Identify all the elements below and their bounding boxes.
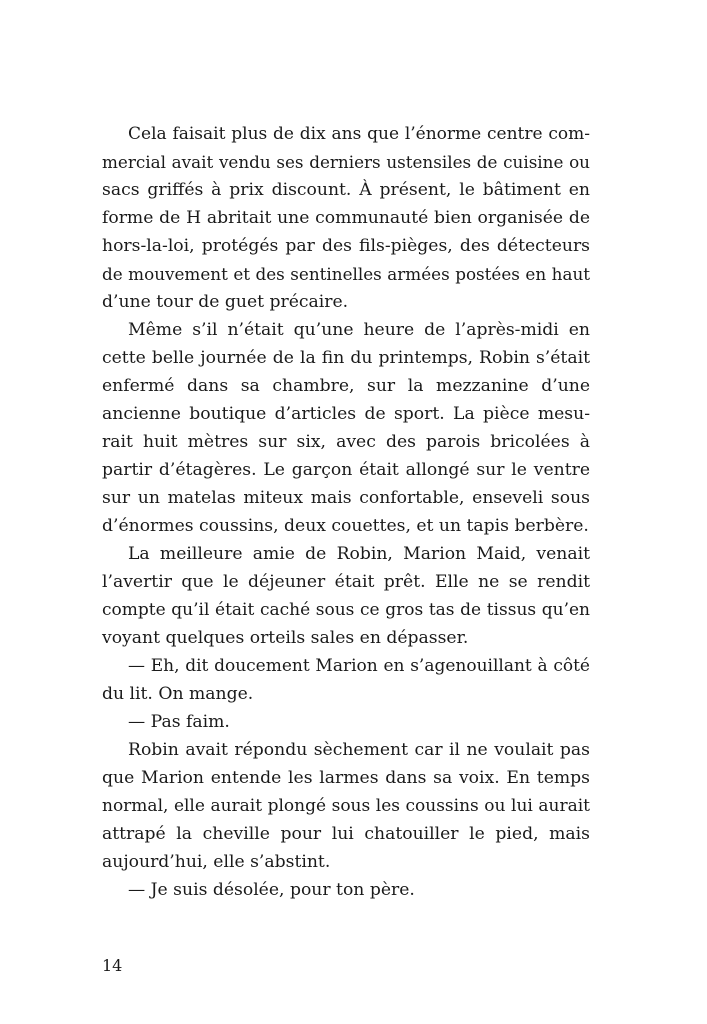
text-line: rait huit mètres sur six, avec des parois bricolées à (102, 432, 590, 452)
paragraph (102, 736, 590, 876)
text-line: enfermé dans sa chambre, sur la mezzanine d’une (102, 376, 590, 396)
text-line: voyant quelques orteils sales en dépasser. (102, 628, 469, 648)
dialogue-paragraph (102, 708, 590, 736)
text-line: Robin avait répondu sèchement car il ne voulait pas (128, 740, 590, 760)
text-line: attrapé la cheville pour lui chatouiller le pied, mais (102, 824, 590, 844)
text-line: mercial avait vendu ses derniers ustensiles de cuisine ou (102, 152, 590, 172)
paragraph (102, 540, 590, 652)
text-line: du lit. On mange. (102, 684, 254, 704)
text-line: Cela faisait plus de dix ans que l’énorme centre com- (128, 124, 590, 144)
text-line: d’une tour de guet précaire. (102, 292, 349, 312)
text-line: — Je suis désolée, pour ton père. (128, 880, 415, 900)
page-number: 14 (102, 956, 123, 975)
text-line: sacs griffés à prix discount. À présent, le bâtiment en (102, 180, 590, 200)
text-line: — Pas faim. (128, 712, 230, 732)
text-line: — Eh, dit doucement Marion en s’agenouillant à côté (128, 656, 590, 676)
text-line: partir d’étagères. Le garçon était allongé sur le ventre (102, 460, 590, 480)
text-line: La meilleure amie de Robin, Marion Maid, venait (128, 544, 590, 564)
text-line: ancienne boutique d’articles de sport. La pièce mesu- (102, 404, 590, 424)
text-line: compte qu’il était caché sous ce gros tas de tissus qu’en (102, 600, 590, 620)
dialogue-paragraph (102, 876, 590, 904)
paragraph (102, 120, 590, 316)
text-line: de mouvement et des sentinelles armées postées en haut (102, 264, 590, 284)
text-line: aujourd’hui, elle s’abstint. (102, 852, 331, 872)
text-line: hors-la-loi, protégés par des fils-pièges, des détecteurs (102, 236, 590, 256)
body-text (102, 120, 590, 904)
text-line: que Marion entende les larmes dans sa voix. En temps (102, 768, 590, 788)
text-line: l’avertir que le déjeuner était prêt. Elle ne se rendit (102, 572, 590, 592)
text-line: sur un matelas miteux mais confortable, enseveli sous (102, 488, 590, 508)
paragraph (102, 316, 590, 540)
text-line: normal, elle aurait plongé sous les coussins ou lui aurait (102, 796, 590, 816)
text-line: forme de H abritait une communauté bien organisée de (102, 208, 590, 228)
text-line: cette belle journée de la fin du printemps, Robin s’était (102, 348, 590, 368)
text-line: Même s’il n’était qu’une heure de l’après-midi en (128, 320, 590, 340)
dialogue-paragraph (102, 652, 590, 708)
text-line: d’énormes coussins, deux couettes, et un tapis berbère. (102, 516, 589, 536)
